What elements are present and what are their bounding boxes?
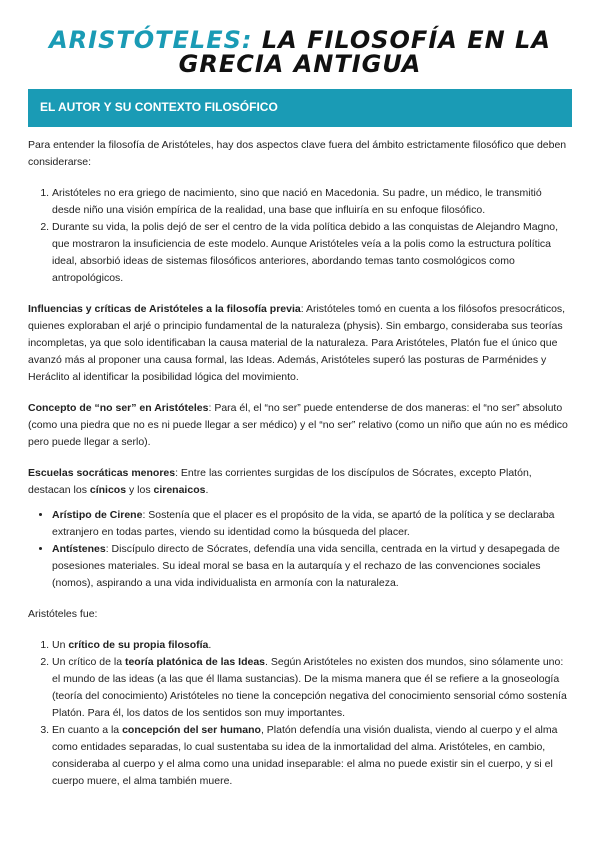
list-item: 2. Durante su vida, la polis dejó de ser el centro de la vida política debido a las conquistas de Alejandro Magno, que mostraron la insuficiencia de este modelo. Aunque Aristóteles veía a la polis como la estructura política ideal, absorbió ideas de sistemas filosóficos anteriores, abordando temas tanto cosmológicos como antropológicos.	[52, 219, 572, 287]
item-text: Un	[52, 639, 69, 651]
item-bold: teoría platónica de las Ideas	[124, 656, 266, 668]
philosopher-text: : Sostenía que el placer es el propósito de la vida, se apartó de la política y se declaraba extranjero en todas partes, viendo su identidad como la búsqueda del placer.	[52, 509, 555, 538]
section-heading: EL AUTOR Y SU CONTEXTO FILOSÓFICO	[40, 100, 278, 114]
title-accent: ARISTÓTELES:	[49, 26, 253, 54]
item-bold: concepción del ser humano	[122, 724, 261, 736]
item-bold: crítico de su propia filosofía	[68, 639, 209, 651]
list-item	[52, 722, 572, 790]
section-banner	[28, 89, 572, 127]
intro-list	[28, 185, 572, 287]
cirenaicos-term: cirenaicos	[153, 484, 206, 496]
item-text: Un crítico de la	[52, 656, 125, 668]
influencias-heading: Influencias y críticas de Aristóteles a la filosofía previa	[28, 303, 301, 315]
document-body	[28, 137, 572, 804]
item-text: .	[208, 639, 212, 651]
influencias-text: : Aristóteles tomó en cuenta a los filósofos presocráticos, quienes exploraban el arjé o principio fundamental de la naturaleza (physis). Sin embargo, consideraba sus teorías incompletas, ya que solo identificaban la causa material de la naturaleza. Para Aristóteles, Platón fue el único que avanzó más al proponer una causa formal, las Ideas. Además, Aristóteles superó las posturas de Parménides y Heráclito al identificar la posibilidad lógica del movimiento.	[28, 303, 566, 383]
fue-list	[28, 637, 572, 790]
escuelas-list	[28, 507, 572, 592]
escuelas-paragraph	[28, 465, 572, 499]
philosopher-name: Arístipo de Cirene	[52, 509, 143, 521]
item-text: . Según Aristóteles no existen dos mundos, sino sólamente uno: el mundo de las ideas (a las que él llama sustancias). De la misma manera que él se refiere a la gnoseología (teoría del conocimiento) Aristóteles no tiene la concepción negativa del conocimiento sensorial cómo sostenía Platón. Para él, los datos de los sentidos son muy importantes.	[52, 656, 567, 719]
list-item	[52, 654, 572, 722]
escuelas-heading: Escuelas socráticas menores	[28, 467, 176, 479]
intro-paragraph: Para entender la filosofía de Aristóteles, hay dos aspectos clave fuera del ámbito estrictamente filosófico que deben considerarse:	[28, 139, 567, 168]
title-rest: LA FILOSOFÍA EN LA GRECIA ANTIGUA	[178, 26, 551, 78]
no-ser-paragraph	[28, 400, 572, 451]
list-item: 1. Aristóteles no era griego de nacimiento, sino que nació en Macedonia. Su padre, un médico, le transmitió desde niño una visión empírica de la realidad, una base que influiría en su enfoque filosófico.	[52, 185, 572, 219]
escuelas-text: .	[205, 484, 209, 496]
escuelas-text: : Entre las corrientes surgidas de los discípulos de Sócrates, excepto Platón, destacan los	[28, 467, 532, 496]
item-text: , Platón defendía una visión dualista, viendo al cuerpo y el alma como entidades separadas, lo cual sustentaba su idea de la inmortalidad del alma. Aristóteles, en cambio, consideraba al cuerpo y el alma como una unidad inseparable: el alma no puede existir sin el cuerpo, y si el cuerpo muere, el alma también muere.	[52, 724, 558, 787]
influencias-paragraph	[28, 301, 572, 386]
cinicos-term: cínicos	[89, 484, 127, 496]
no-ser-heading: Concepto de “no ser” en Aristóteles	[28, 402, 209, 414]
list-item	[52, 637, 572, 654]
list-item	[52, 541, 572, 592]
page-title	[30, 28, 570, 76]
philosopher-text: : Discípulo directo de Sócrates, defendía una vida sencilla, centrada en la virtud y desapegada de posesiones materiales. Su ideal moral se basa en la autarquía y el rechazo de las convenciones sociales (nomos), aspirando a una vida individualista en armonía con la naturaleza.	[52, 543, 560, 589]
item-text: En cuanto a la	[52, 724, 123, 736]
escuelas-text: y los	[126, 484, 154, 496]
list-item	[52, 507, 572, 541]
fue-intro: Aristóteles fue:	[28, 608, 98, 620]
no-ser-text: : Para él, el “no ser” puede entenderse de dos maneras: el “no ser” absoluto (como una piedra que no es ni puede llegar a ser médico) y el “no ser” relativo (como un niño que aún no es médico pero puede llegar a serlo).	[28, 402, 568, 448]
philosopher-name: Antístenes	[52, 543, 106, 555]
